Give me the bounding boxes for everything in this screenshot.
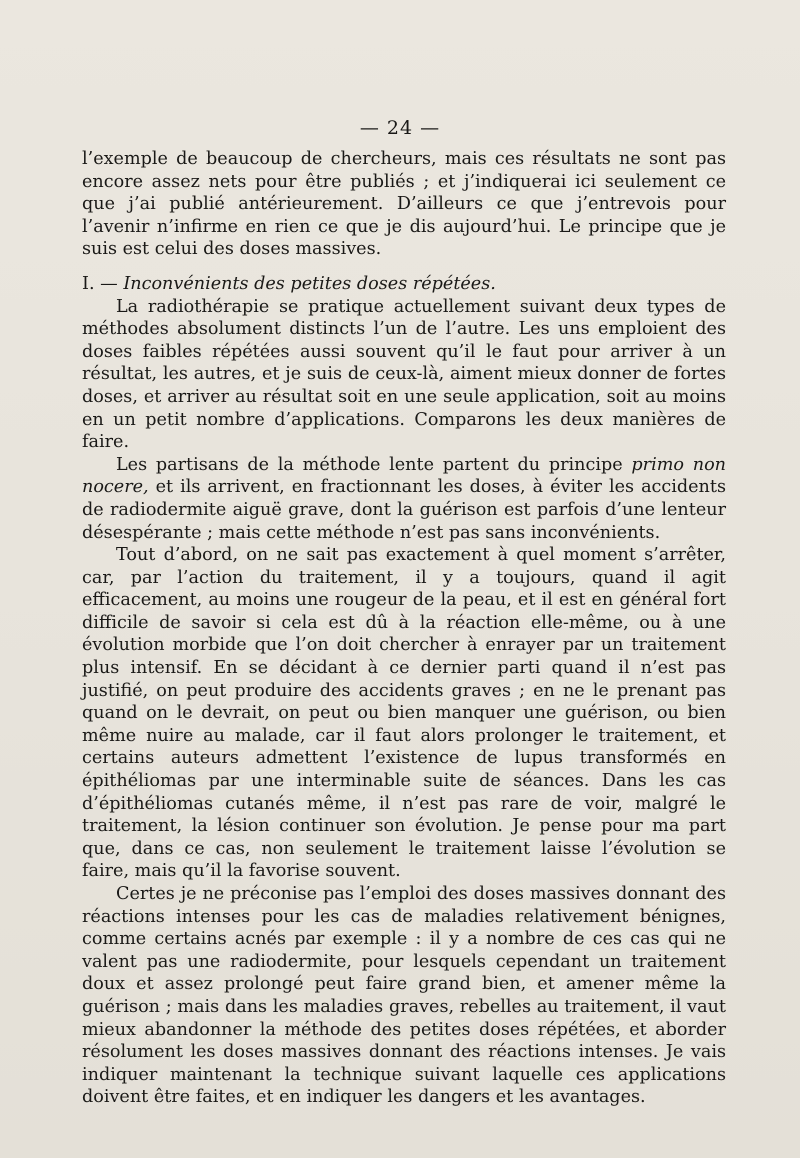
paragraph-drawbacks: Tout d’abord, on ne sait pas exactement à quel moment s’arrêter, car, par l’action du traitement, il y a toujours, quand il agit efficacement, au moins une rougeur de la peau, et il est en général fort difficile de savoir si cela est dû à la réaction elle-même, ou à une évolution morbide que l’on doit chercher à enrayer par un traitement plus intensif. En se décidant à ce dernier parti quand il n’est pas justifié, on peut produire des accidents graves ; en ne le prenant pas quand on le devrait, on peut ou bien manquer une guérison, ou bien même nuire au malade, car il faut alors prolonger le traitement, et certains auteurs admettent l’existence de lupus transformés en épithéliomas par une interminable suite de séances. Dans les cas d’épithéliomas cutanés même, il n’est pas rare de voir, malgré le traitement, la lésion continuer son évolution. Je pense pour ma part que, dans ce cas, non seulement le traitement laisse l’évolution se faire, mais qu’il la favorise souvent. bbox=[82, 545, 726, 882]
paragraph-radiotherapy-methods: La radiothérapie se pratique actuellement suivant deux types de méthodes absolument distincts l’un de l’autre. Les uns emploient des doses faibles répétées aussi souvent qu’il le faut pour arriver à un résultat, les autres, et je suis de ceux-là, aiment mieux donner de fortes doses, et arriver au résultat soit en une seule application, soit au moins en un petit nombre d’applications. Comparons les deux manières de faire. bbox=[82, 296, 726, 453]
paragraph-slow-method-start: Les partisans de la méthode lente partent du principe bbox=[116, 454, 623, 475]
page-body bbox=[82, 148, 726, 1109]
paragraph-massive-doses: Certes je ne préconise pas l’emploi des doses massives donnant des réactions intenses pour les cas de maladies relativement bénignes, comme certains acnés par exemple : il y a nombre de ces cas qui ne valent pas une radiodermite, pour lesquels cependant un traitement doux et assez prolongé peut faire grand bien, et amener même la guérison ; mais dans les maladies graves, rebelles au traitement, il vaut mieux abandonner la méthode des petites doses répétées, et aborder résolument les doses massives donnant des réactions intenses. Je vais indiquer maintenant la technique suivant laquelle ces applications doivent être faites, et en indiquer les dangers et les avantages. bbox=[82, 884, 726, 1108]
paragraph-slow-method-end: et ils arrivent, en fractionnant les doses, à éviter les accidents de radiodermite aiguë grave, dont la guérison est parfois d’une lenteur désespérante ; mais cette méthode n’est pas sans inconvénients. bbox=[82, 477, 726, 543]
paragraph-continuation: l’exemple de beaucoup de chercheurs, mais ces résultats ne sont pas encore assez nets pour être publiés ; et j’indiquerai ici seulement ce que j’ai publié antérieurement. D’ailleurs ce que j’entrevois pour l’avenir n’infirme en rien ce que je dis aujourd’hui. Le principe que je suis est celui des doses massives. bbox=[82, 149, 726, 260]
section-heading bbox=[82, 273, 726, 296]
paragraph-slow-method bbox=[82, 454, 726, 544]
page-number: — 24 — bbox=[359, 117, 441, 139]
latin-maxim: primo non nocere, bbox=[82, 454, 726, 498]
section-title: Inconvénients des petites doses répétées. bbox=[123, 273, 496, 294]
section-number: I. — bbox=[82, 273, 118, 294]
